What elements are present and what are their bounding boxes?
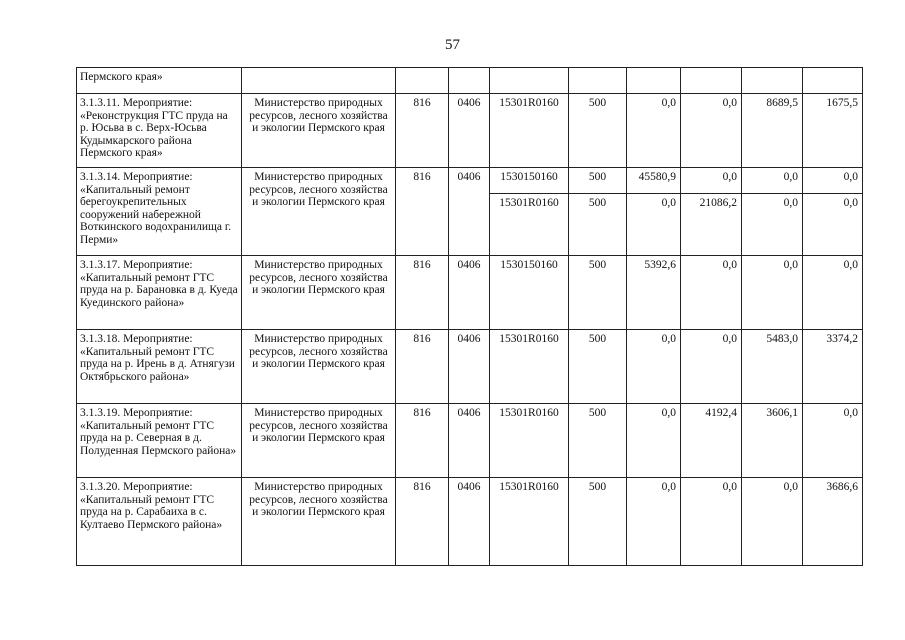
table-row bbox=[77, 256, 863, 330]
amount-year3-cell: 0,0 bbox=[742, 168, 803, 194]
activity-name-cell: 3.1.3.20. Мероприятие: «Капитальный ремонт ГТС пруда на р. Сарабаиха в с. Култаево Пермского района» bbox=[77, 478, 242, 566]
section-code-cell: 0406 bbox=[449, 256, 490, 330]
target-article-cell: 1530150160 bbox=[490, 256, 569, 330]
table-row bbox=[77, 478, 863, 566]
amount-year2-cell: 0,0 bbox=[681, 330, 742, 404]
amount-year1-cell: 0,0 bbox=[627, 94, 681, 168]
activity-name-cell: 3.1.3.18. Мероприятие: «Капитальный ремонт ГТС пруда на р. Ирень в д. Атнягузи Октябрьского района» bbox=[77, 330, 242, 404]
amount-year3-cell: 0,0 bbox=[742, 478, 803, 566]
amount-year3-cell: 0,0 bbox=[742, 256, 803, 330]
executor-cell: Министерство природных ресурсов, лесного хозяйства и экологии Пермского края bbox=[242, 478, 396, 566]
target-article-cell: 15301R0160 bbox=[490, 478, 569, 566]
executor-cell: Министерство природных ресурсов, лесного хозяйства и экологии Пермского края bbox=[242, 256, 396, 330]
amount-year3-cell: 5483,0 bbox=[742, 330, 803, 404]
expense-type-cell: 500 bbox=[569, 168, 627, 194]
target-article-cell: 15301R0160 bbox=[490, 404, 569, 478]
amount-year2-cell: 0,0 bbox=[681, 168, 742, 194]
section-code-cell: 0406 bbox=[449, 94, 490, 168]
empty-cell bbox=[242, 68, 396, 94]
activity-name-cell: 3.1.3.17. Мероприятие: «Капитальный ремонт ГТС пруда на р. Барановка в д. Куеда Куединского района» bbox=[77, 256, 242, 330]
table-row bbox=[77, 404, 863, 478]
section-code-cell: 0406 bbox=[449, 330, 490, 404]
amount-year1-cell: 0,0 bbox=[627, 404, 681, 478]
empty-cell bbox=[803, 68, 863, 94]
amount-year4-cell: 0,0 bbox=[803, 168, 863, 194]
executor-cell: Министерство природных ресурсов, лесного хозяйства и экологии Пермского края bbox=[242, 404, 396, 478]
empty-cell bbox=[569, 68, 627, 94]
grbs-code-cell: 816 bbox=[396, 168, 449, 256]
amount-year4-cell: 1675,5 bbox=[803, 94, 863, 168]
table-body bbox=[77, 68, 863, 566]
amount-year4-cell: 3374,2 bbox=[803, 330, 863, 404]
target-article-cell: 15301R0160 bbox=[490, 94, 569, 168]
empty-cell bbox=[490, 68, 569, 94]
section-code-cell: 0406 bbox=[449, 168, 490, 256]
expense-type-cell: 500 bbox=[569, 404, 627, 478]
amount-year2-cell: 0,0 bbox=[681, 94, 742, 168]
amount-year2-cell: 21086,2 bbox=[681, 194, 742, 256]
expense-type-cell: 500 bbox=[569, 330, 627, 404]
executor-cell: Министерство природных ресурсов, лесного хозяйства и экологии Пермского края bbox=[242, 168, 396, 256]
amount-year1-cell: 0,0 bbox=[627, 194, 681, 256]
grbs-code-cell: 816 bbox=[396, 478, 449, 566]
table-row bbox=[77, 94, 863, 168]
amount-year1-cell: 45580,9 bbox=[627, 168, 681, 194]
executor-cell: Министерство природных ресурсов, лесного хозяйства и экологии Пермского края bbox=[242, 94, 396, 168]
table-row bbox=[77, 330, 863, 404]
target-article-cell: 15301R0160 bbox=[490, 330, 569, 404]
expense-type-cell: 500 bbox=[569, 194, 627, 256]
amount-year2-cell: 0,0 bbox=[681, 478, 742, 566]
grbs-code-cell: 816 bbox=[396, 256, 449, 330]
expense-type-cell: 500 bbox=[569, 478, 627, 566]
section-code-cell: 0406 bbox=[449, 404, 490, 478]
empty-cell bbox=[681, 68, 742, 94]
grbs-code-cell: 816 bbox=[396, 330, 449, 404]
amount-year2-cell: 0,0 bbox=[681, 256, 742, 330]
activity-name-cell: 3.1.3.11. Мероприятие: «Реконструкция ГТС пруда на р. Юсьва в с. Верх-Юсьва Кудымкарского района Пермского края» bbox=[77, 94, 242, 168]
expense-type-cell: 500 bbox=[569, 256, 627, 330]
grbs-code-cell: 816 bbox=[396, 94, 449, 168]
target-article-cell: 15301R0160 bbox=[490, 194, 569, 256]
amount-year1-cell: 5392,6 bbox=[627, 256, 681, 330]
empty-cell bbox=[449, 68, 490, 94]
amount-year1-cell: 0,0 bbox=[627, 478, 681, 566]
amount-year4-cell: 0,0 bbox=[803, 404, 863, 478]
amount-year3-cell: 3606,1 bbox=[742, 404, 803, 478]
amount-year3-cell: 0,0 bbox=[742, 194, 803, 256]
amount-year3-cell: 8689,5 bbox=[742, 94, 803, 168]
empty-cell bbox=[396, 68, 449, 94]
amount-year1-cell: 0,0 bbox=[627, 330, 681, 404]
amount-year4-cell: 3686,6 bbox=[803, 478, 863, 566]
section-code-cell: 0406 bbox=[449, 478, 490, 566]
continuation-cell: Пермского края» bbox=[77, 68, 242, 94]
expense-type-cell: 500 bbox=[569, 94, 627, 168]
empty-cell bbox=[742, 68, 803, 94]
target-article-cell: 1530150160 bbox=[490, 168, 569, 194]
empty-cell bbox=[627, 68, 681, 94]
amount-year4-cell: 0,0 bbox=[803, 256, 863, 330]
table-row bbox=[77, 168, 863, 194]
budget-table bbox=[76, 67, 863, 566]
activity-name-cell: 3.1.3.19. Мероприятие: «Капитальный ремонт ГТС пруда на р. Северная в д. Полуденная Пермского района» bbox=[77, 404, 242, 478]
amount-year4-cell: 0,0 bbox=[803, 194, 863, 256]
page-number: 57 bbox=[445, 37, 460, 53]
executor-cell: Министерство природных ресурсов, лесного хозяйства и экологии Пермского края bbox=[242, 330, 396, 404]
grbs-code-cell: 816 bbox=[396, 404, 449, 478]
amount-year2-cell: 4192,4 bbox=[681, 404, 742, 478]
activity-name-cell: 3.1.3.14. Мероприятие: «Капитальный ремонт берегоукрепительных сооружений набережной Воткинского водохранилища г. Перми» bbox=[77, 168, 242, 256]
continuation-row bbox=[77, 68, 863, 94]
